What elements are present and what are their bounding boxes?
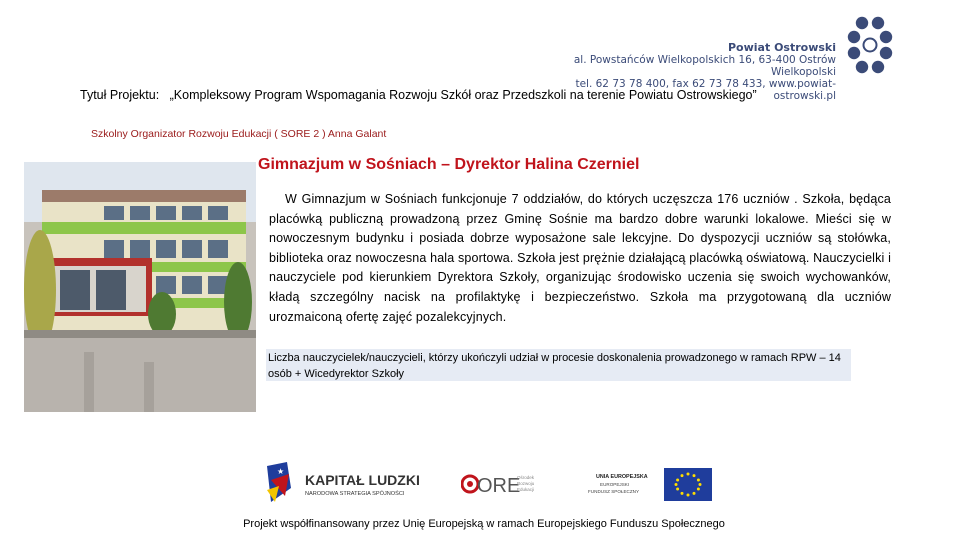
description-paragraph: W Gimnazjum w Sośniach funkcjonuje 7 oddziałów, do których uczęszcza 176 uczniów . Szkoła, będąca placówką publiczną prowadzoną przez Gminę Sośnie ma bardzo dobre warunki lokalowe. Mieści się w nowoczesnym budynku i posiada dobrze wyposażone sale lekcyjne. Do dyspozycji uczniów są stołówka, biblioteka oraz nowoczesna hala sportowa. Szkoła jest prężnie działającą placówką oświatową. Nauczycielki i nauczyciele pod kierunkiem Dyrektora Szkoły, organizując środowisko uczenia się swoich wychowanków, kładą szczególny nacisk na profilaktykę i bezpieczeństwo. Szkoła ma przygotowaną dla uczniów urozmaiconą ofertę zajęć pozalekcyjnych. — [269, 192, 891, 324]
footer-text: Projekt współfinansowany przez Unię Europejską w ramach Europejskiego Funduszu Społecznego — [243, 518, 725, 530]
ore-small-3: Edukacji — [517, 487, 535, 492]
ore-logo — [461, 471, 541, 497]
eu-logo — [586, 467, 714, 503]
header-address: al. Powstańców Wielkopolskich 16, 63-400 Ostrów Wielkopolski — [573, 54, 836, 78]
ore-small-1: Ośrodek — [517, 475, 535, 480]
ue-title: UNIA EUROPEJSKA — [596, 474, 648, 480]
kapital-title: KAPITAŁ LUDZKI — [305, 472, 420, 488]
teachers-note-box — [266, 349, 851, 381]
kapital-ludzki-logo — [265, 460, 425, 504]
teachers-note-text: Liczba nauczycielek/nauczycieli, którzy ukończyli udział w procesie doskonalenia prowadzonego w ramach RPW – 14 osób + Wicedyrektor Szkoły — [268, 352, 841, 380]
project-title-line — [80, 88, 757, 102]
organizer-line: Szkolny Organizator Rozwoju Edukacji ( SORE 2 ) Anna Galant — [91, 128, 387, 140]
powiat-ostrowski-logo — [846, 16, 894, 76]
project-title: „Kompleksowy Program Wspomagania Rozwoju Szkół oraz Przedszkoli na terenie Powiatu Ostrowskiego” — [169, 88, 757, 102]
school-building-photo — [24, 162, 256, 412]
header-contact: tel. 62 73 78 400, fax 62 73 78 433, www.powiat-ostrowski.pl — [575, 78, 836, 102]
school-description — [269, 190, 891, 327]
ue-sub1: EUROPEJSKI — [600, 482, 630, 487]
footer-cofinancing-note — [0, 518, 960, 530]
ore-small-2: Rozwoju — [517, 481, 535, 486]
kapital-subtitle: NARODOWA STRATEGIA SPÓJNOŚCI — [305, 491, 405, 497]
project-label: Tytuł Projektu: — [80, 88, 160, 102]
ore-text: ORE — [477, 475, 521, 497]
svg-text:★: ★ — [277, 467, 285, 476]
school-title: Gimnazjum w Sośniach – Dyrektor Halina Czerniel — [258, 156, 640, 173]
ue-sub2: FUNDUSZ SPOŁECZNY — [588, 489, 640, 494]
header-org-name: Powiat Ostrowski — [728, 41, 836, 54]
